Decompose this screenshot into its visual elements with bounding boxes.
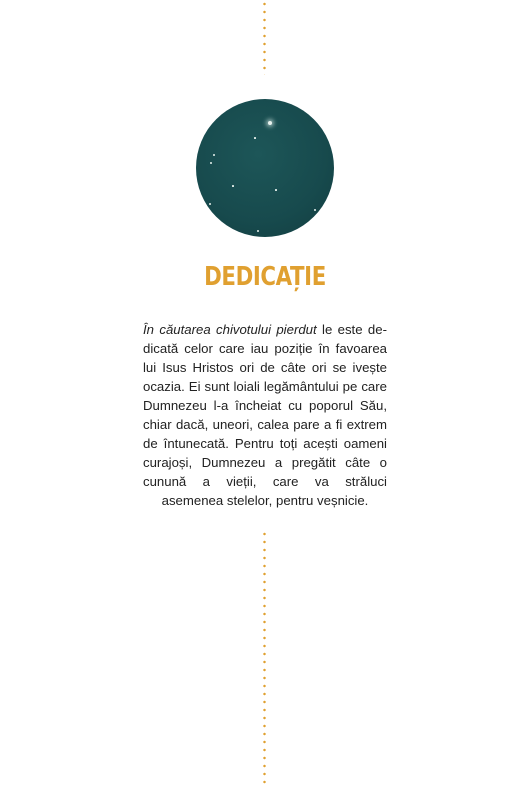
star — [314, 209, 316, 211]
star — [232, 185, 234, 187]
star — [210, 162, 212, 164]
dedication-text: le este dedicată celor care iau poziție în favoarea lui Isus Hristos ori de câte ori se ivește ocazia. Ei sunt loiali legământului pe care Dumnezeu l-a încheiat cu poporul Său, chiar dacă, uneori, calea pare a fi extrem de întunecată. Pentru toți acești oameni curajoși, Dumnezeu a pregătit câte o cunună a vieții, care va străluci asemenea stelelor, pentru veșnicie. — [143, 322, 387, 508]
dedication-paragraph — [143, 320, 387, 510]
dotted-divider-top — [263, 0, 266, 75]
dotted-divider-bottom — [263, 530, 266, 785]
night-sky-illustration — [196, 99, 334, 237]
star — [268, 121, 272, 125]
star — [254, 137, 256, 139]
book-title: În căutarea chivotului pierdut — [143, 322, 317, 337]
star — [275, 189, 277, 191]
star — [213, 154, 215, 156]
star — [257, 230, 259, 232]
page-title: DEDICAȚIE — [204, 262, 326, 292]
star — [209, 203, 211, 205]
